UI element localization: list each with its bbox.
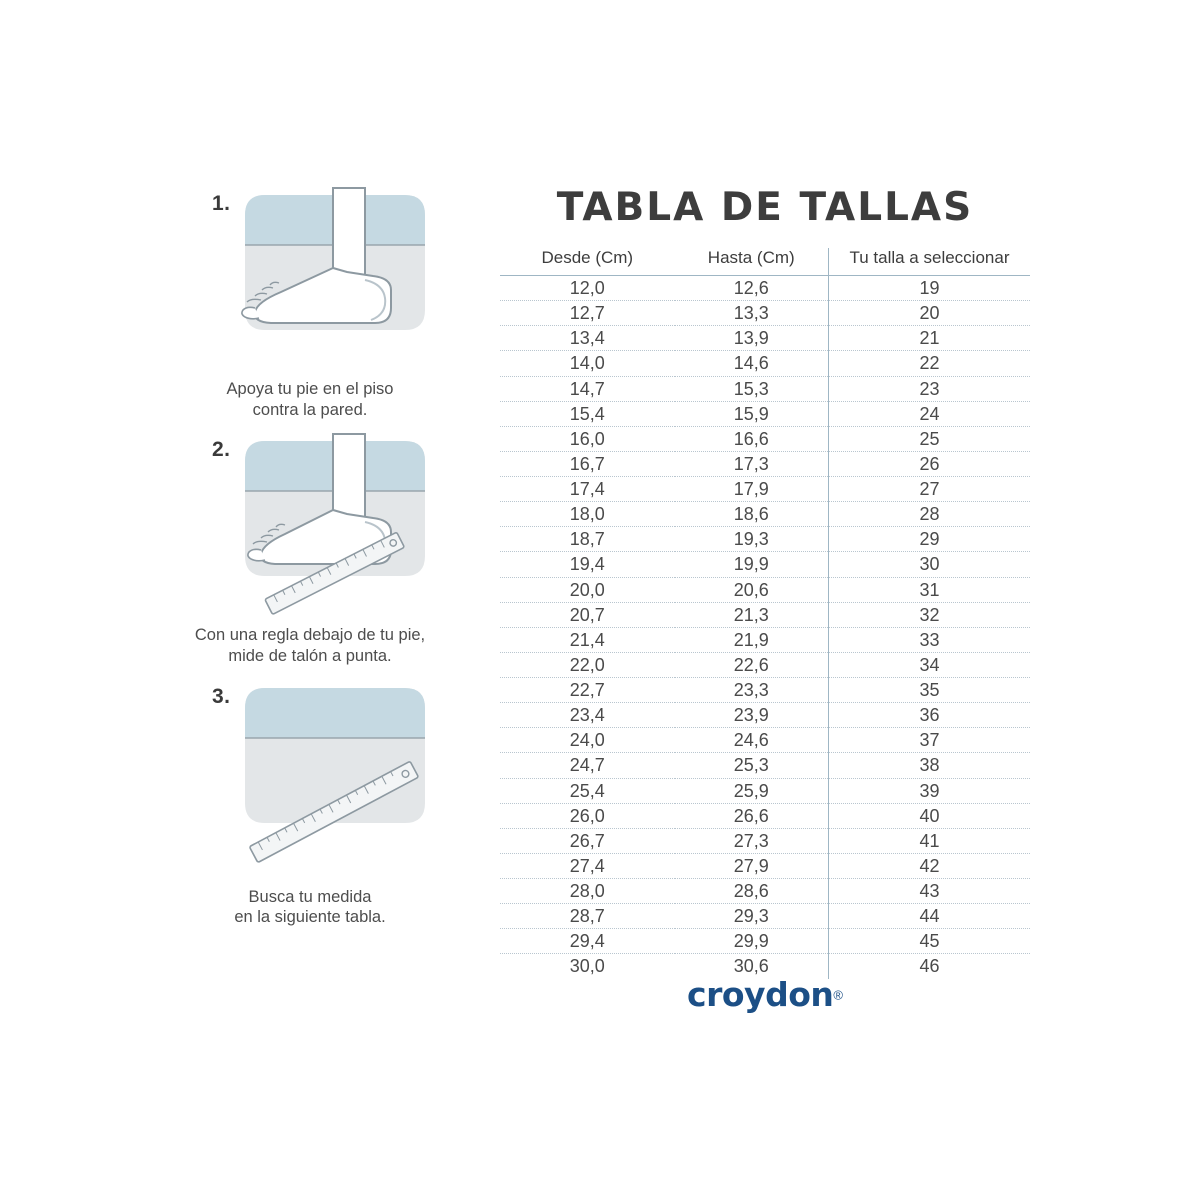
cell-desde: 25,4 <box>500 778 675 803</box>
cell-hasta: 26,6 <box>675 803 829 828</box>
registered-mark: ® <box>833 987 843 1003</box>
table-row <box>500 753 1030 778</box>
cell-desde: 22,0 <box>500 652 675 677</box>
table-row <box>500 401 1030 426</box>
table-row <box>500 678 1030 703</box>
cell-hasta: 23,9 <box>675 703 829 728</box>
table-row <box>500 351 1030 376</box>
cell-hasta: 13,9 <box>675 326 829 351</box>
cell-desde: 19,4 <box>500 552 675 577</box>
cell-desde: 28,7 <box>500 904 675 929</box>
cell-hasta: 16,6 <box>675 426 829 451</box>
table-row <box>500 426 1030 451</box>
cell-talla: 22 <box>828 351 1030 376</box>
cell-desde: 26,0 <box>500 803 675 828</box>
cell-hasta: 23,3 <box>675 678 829 703</box>
cell-desde: 24,0 <box>500 728 675 753</box>
cell-desde: 21,4 <box>500 627 675 652</box>
cell-desde: 28,0 <box>500 879 675 904</box>
size-table-section <box>500 185 1030 979</box>
cell-desde: 13,4 <box>500 326 675 351</box>
cell-desde: 20,0 <box>500 577 675 602</box>
cell-desde: 26,7 <box>500 828 675 853</box>
cell-hasta: 15,3 <box>675 376 829 401</box>
table-row <box>500 828 1030 853</box>
cell-hasta: 25,3 <box>675 753 829 778</box>
cell-hasta: 27,3 <box>675 828 829 853</box>
cell-talla: 28 <box>828 502 1030 527</box>
cell-desde: 22,7 <box>500 678 675 703</box>
cell-talla: 45 <box>828 929 1030 954</box>
cell-talla: 42 <box>828 853 1030 878</box>
cell-talla: 19 <box>828 276 1030 301</box>
cell-talla: 36 <box>828 703 1030 728</box>
step-2-caption <box>170 625 450 666</box>
step-1-caption <box>170 379 450 420</box>
cell-talla: 41 <box>828 828 1030 853</box>
cell-desde: 17,4 <box>500 477 675 502</box>
table-row <box>500 728 1030 753</box>
table-row <box>500 853 1030 878</box>
cell-desde: 15,4 <box>500 401 675 426</box>
column-header-hasta: Hasta (Cm) <box>675 248 829 276</box>
foot-with-ruler-icon <box>215 426 445 621</box>
step-1-number: 1. <box>212 192 231 215</box>
cell-talla: 35 <box>828 678 1030 703</box>
step-2-caption-line2: mide de talón a punta. <box>228 646 392 665</box>
cell-talla: 33 <box>828 627 1030 652</box>
step-2-caption-line1: Con una regla debajo de tu pie, <box>194 626 426 645</box>
table-row <box>500 451 1030 476</box>
cell-talla: 29 <box>828 527 1030 552</box>
ruler-only-icon <box>215 673 445 883</box>
column-header-talla: Tu talla a seleccionar <box>828 248 1030 276</box>
table-row <box>500 703 1030 728</box>
cell-desde: 12,0 <box>500 276 675 301</box>
table-row <box>500 276 1030 301</box>
cell-hasta: 29,9 <box>675 929 829 954</box>
cell-talla: 24 <box>828 401 1030 426</box>
foot-against-wall-icon <box>215 180 445 375</box>
cell-talla: 43 <box>828 879 1030 904</box>
cell-hasta: 20,6 <box>675 577 829 602</box>
table-row <box>500 879 1030 904</box>
cell-hasta: 19,9 <box>675 552 829 577</box>
step-3-caption-line1: Busca tu medida <box>248 887 372 906</box>
cell-talla: 30 <box>828 552 1030 577</box>
column-header-desde: Desde (Cm) <box>500 248 675 276</box>
cell-hasta: 21,9 <box>675 627 829 652</box>
cell-hasta: 17,3 <box>675 451 829 476</box>
table-row <box>500 602 1030 627</box>
cell-hasta: 15,9 <box>675 401 829 426</box>
cell-desde: 20,7 <box>500 602 675 627</box>
cell-desde: 30,0 <box>569 956 605 977</box>
table-row <box>500 577 1030 602</box>
cell-hasta: 24,6 <box>675 728 829 753</box>
cell-talla: 34 <box>828 652 1030 677</box>
cell-hasta: 18,6 <box>675 502 829 527</box>
cell-hasta: 17,9 <box>675 477 829 502</box>
cell-desde: 23,4 <box>500 703 675 728</box>
cell-desde: 27,4 <box>500 853 675 878</box>
cell-talla: 32 <box>828 602 1030 627</box>
page-title: TABLA DE TALLAS <box>556 185 974 230</box>
step-1 <box>170 180 460 420</box>
table-row <box>500 502 1030 527</box>
brand-logo <box>500 975 1030 1014</box>
step-3-caption <box>170 887 450 928</box>
table-header-row <box>500 248 1030 276</box>
cell-hasta: 21,3 <box>675 602 829 627</box>
table-row <box>500 929 1030 954</box>
table-row <box>500 301 1030 326</box>
cell-talla: 25 <box>828 426 1030 451</box>
cell-hasta: 12,6 <box>675 276 829 301</box>
instruction-steps <box>170 180 460 934</box>
cell-talla: 39 <box>828 778 1030 803</box>
step-2 <box>170 426 460 666</box>
table-row <box>500 527 1030 552</box>
brand-name: croydon <box>687 975 834 1014</box>
step-2-number: 2. <box>212 438 231 462</box>
cell-desde: 16,0 <box>500 426 675 451</box>
table-row <box>500 778 1030 803</box>
table-row <box>500 904 1030 929</box>
cell-talla: 20 <box>828 301 1030 326</box>
cell-hasta: 27,9 <box>675 853 829 878</box>
step-1-caption-line2: contra la pared. <box>252 400 368 419</box>
step-1-caption-line1: Apoya tu pie en el piso <box>226 380 394 398</box>
cell-talla: 21 <box>828 326 1030 351</box>
table-row <box>500 477 1030 502</box>
cell-desde: 12,7 <box>500 301 675 326</box>
table-row <box>500 627 1030 652</box>
cell-desde: 14,7 <box>500 376 675 401</box>
table-row <box>500 803 1030 828</box>
table-row <box>500 552 1030 577</box>
table-row <box>500 326 1030 351</box>
cell-talla: 38 <box>828 753 1030 778</box>
cell-hasta: 25,9 <box>675 778 829 803</box>
cell-hasta: 30,6 <box>733 956 769 977</box>
cell-talla: 46 <box>828 954 1030 979</box>
cell-hasta: 13,3 <box>675 301 829 326</box>
cell-talla: 44 <box>828 904 1030 929</box>
step-3-caption-line2: en la siguiente tabla. <box>234 908 386 927</box>
cell-hasta: 19,3 <box>675 527 829 552</box>
cell-talla: 26 <box>828 451 1030 476</box>
cell-desde: 16,7 <box>500 451 675 476</box>
table-row <box>500 652 1030 677</box>
cell-hasta: 29,3 <box>675 904 829 929</box>
step-3 <box>170 673 460 928</box>
table-body <box>500 276 1030 979</box>
cell-desde: 18,0 <box>500 502 675 527</box>
step-3-number: 3. <box>212 684 231 708</box>
cell-talla: 27 <box>828 477 1030 502</box>
cell-desde: 18,7 <box>500 527 675 552</box>
cell-desde: 24,7 <box>500 753 675 778</box>
cell-talla: 40 <box>828 803 1030 828</box>
cell-hasta: 28,6 <box>675 879 829 904</box>
table-row <box>500 376 1030 401</box>
cell-desde: 29,4 <box>500 929 675 954</box>
cell-desde: 14,0 <box>500 351 675 376</box>
cell-hasta: 14,6 <box>675 351 829 376</box>
cell-talla: 23 <box>828 376 1030 401</box>
cell-hasta: 22,6 <box>675 652 829 677</box>
cell-talla: 31 <box>828 577 1030 602</box>
cell-talla: 37 <box>828 728 1030 753</box>
size-table <box>500 248 1030 979</box>
